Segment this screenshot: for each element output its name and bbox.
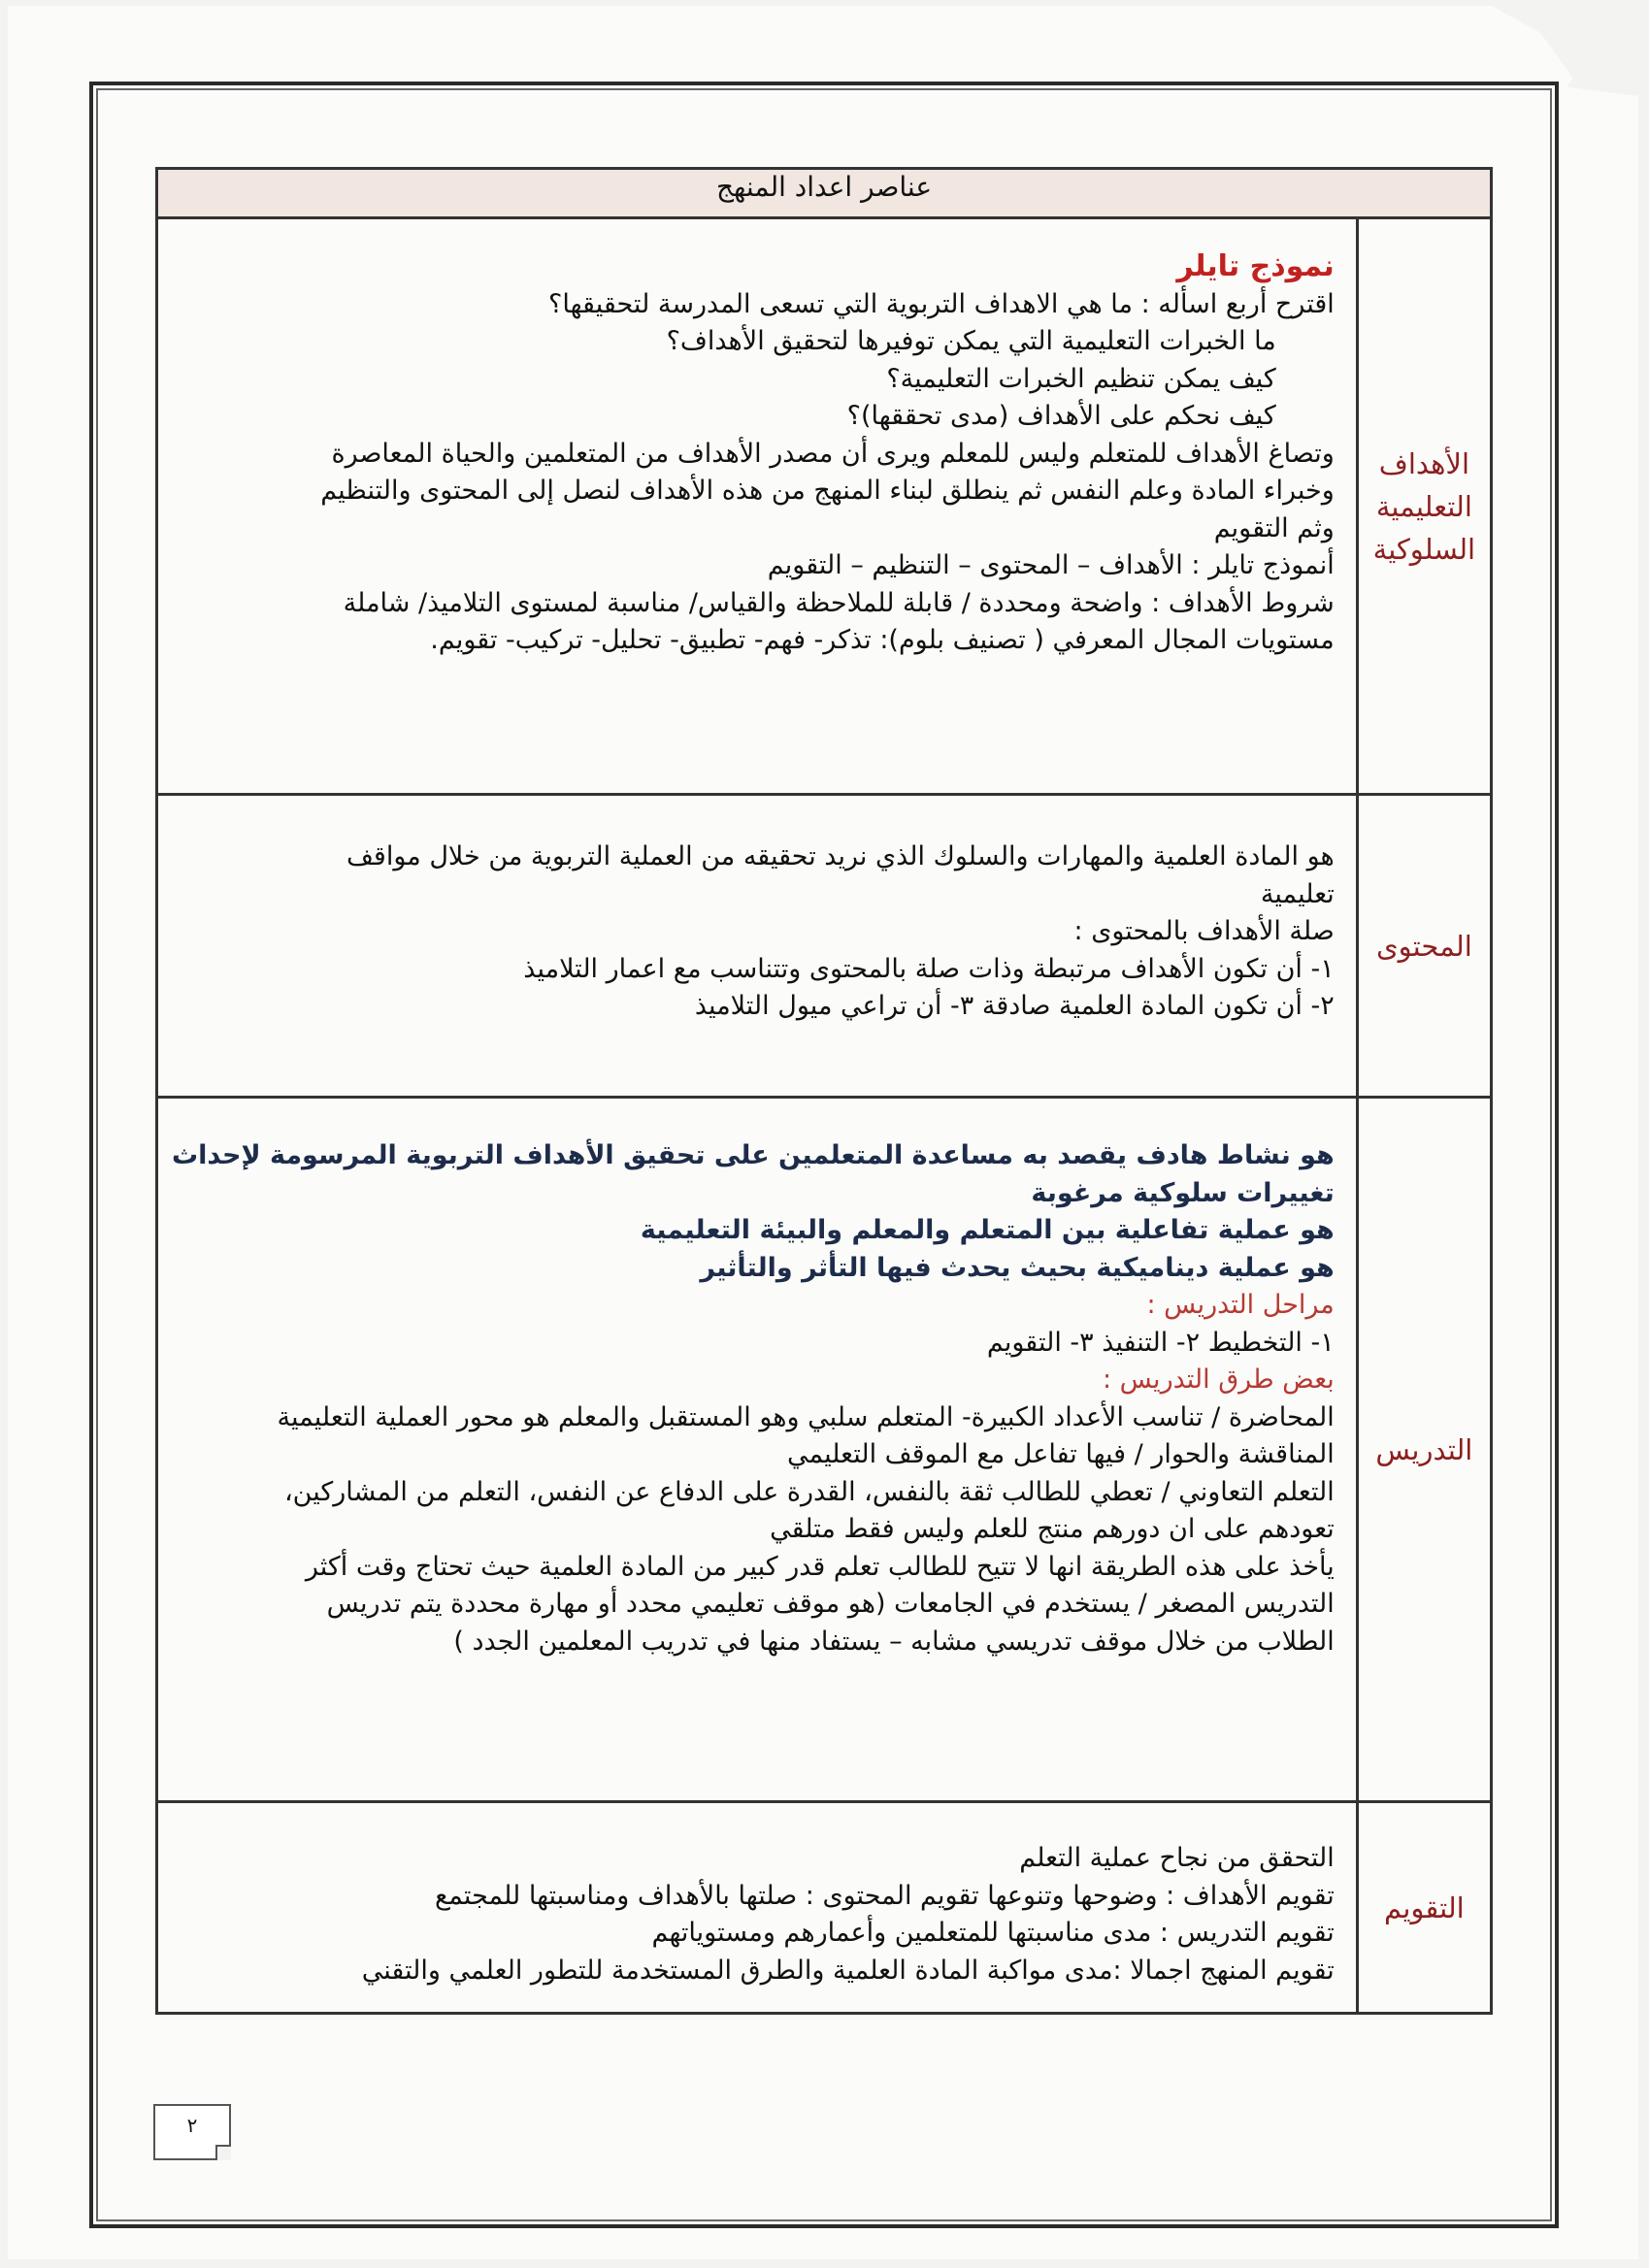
content-line: تقويم التدريس : مدى مناسبتها للمتعلمين وأعمارهم ومستوياتهم bbox=[651, 1918, 1335, 1948]
content-line: أنموذج تايلر : الأهداف – المحتوى – التنظيم – التقويم bbox=[767, 550, 1335, 580]
content-line: شروط الأهداف : واضحة ومحددة / قابلة للملاحظة والقياس/ مناسبة لمستوى التلاميذ/ شاملة bbox=[343, 587, 1335, 618]
content-line: وتصاغ الأهداف للمتعلم وليس للمعلم ويرى أن مصدر الأهداف من المتعلمين والحياة المعاصرة bbox=[331, 438, 1335, 469]
tyler-model-heading: نموذج تايلر bbox=[1176, 249, 1335, 283]
content-line: هو نشاط هادف يقصد به مساعدة المتعلمين على تحقيق الأهداف التربوية المرسومة لإحداث bbox=[172, 1140, 1335, 1170]
content-line: هو عملية ديناميكية بحيث يحدث فيها التأثر والتأثير bbox=[700, 1252, 1335, 1283]
content-line: كيف نحكم على الأهداف (مدى تحققها)؟ bbox=[846, 401, 1276, 431]
section-label-text: التدريس bbox=[1375, 1432, 1473, 1466]
table-header-row bbox=[157, 169, 1492, 218]
content-line: التحقق من نجاح عملية التعلم bbox=[1019, 1843, 1335, 1873]
content-line: هو المادة العلمية والمهارات والسلوك الذي نريد تحقيقه من العملية التربوية من خلال مواقف bbox=[346, 841, 1335, 871]
content-line: التدريس المصغر / يستخدم في الجامعات (هو موقف تعليمي محدد أو مهارة محددة يتم تدريس bbox=[326, 1589, 1335, 1619]
section-label-teaching bbox=[1357, 1098, 1491, 1802]
section-row-content bbox=[157, 795, 1492, 1098]
folded-corner bbox=[215, 2145, 231, 2160]
section-label-content bbox=[1357, 795, 1491, 1098]
content-line: تعودهم على ان دورهم منتج للعلم وليس فقط متلقي bbox=[770, 1514, 1335, 1544]
content-line: هو عملية تفاعلية بين المتعلم والمعلم والبيئة التعليمية bbox=[640, 1215, 1335, 1245]
content-line: اقترح أربع اسأله : ما هي الاهداف التربوية التي تسعى المدرسة لتحقيقها؟ bbox=[548, 288, 1335, 319]
content-line: تقويم الأهداف : وضوحها وتنوعها تقويم المحتوى : صلتها بالأهداف ومناسبتها للمجتمع bbox=[434, 1880, 1335, 1911]
content-line: ٢- أن تكون المادة العلمية صادقة ٣- أن تراعي ميول التلاميذ bbox=[694, 991, 1335, 1021]
section-content-objectives bbox=[157, 218, 1358, 795]
page-number: ٢ bbox=[186, 2114, 198, 2137]
content-line: التعلم التعاوني / تعطي للطالب ثقة بالنفس، القدرة على الدفاع عن النفس، التعلم من المشاركين، bbox=[283, 1476, 1335, 1507]
teaching-stages-heading: مراحل التدريس : bbox=[1146, 1290, 1335, 1320]
content-line: مستويات المجال المعرفي ( تصنيف بلوم): تذكر- فهم- تطبيق- تحليل- تركيب- تقويم. bbox=[430, 625, 1335, 655]
content-line: ١- أن تكون الأهداف مرتبطة وذات صلة بالمحتوى وتتناسب مع اعمار التلاميذ bbox=[523, 953, 1335, 984]
content-line: تغييرات سلوكية مرغوبة bbox=[1031, 1177, 1335, 1208]
section-row-objectives bbox=[157, 218, 1492, 795]
content-line: المحاضرة / تناسب الأعداد الكبيرة- المتعلم سلبي وهو المستقبل والمعلم هو محور العملية التعليمية bbox=[277, 1401, 1335, 1432]
content-line: ما الخبرات التعليمية التي يمكن توفيرها لتحقيق الأهداف؟ bbox=[666, 326, 1276, 356]
section-content-teaching bbox=[157, 1098, 1358, 1802]
section-content-content bbox=[157, 795, 1358, 1098]
teaching-methods-heading: بعض طرق التدريس : bbox=[1102, 1364, 1335, 1395]
content-line: وخبراء المادة وعلم النفس ثم ينطلق لبناء المنهج من هذه الأهداف لنصل إلى المحتوى والتنظيم bbox=[320, 476, 1335, 506]
section-row-teaching bbox=[157, 1098, 1492, 1802]
section-label-evaluation bbox=[1357, 1802, 1491, 2014]
section-label-objectives bbox=[1357, 218, 1491, 795]
content-line: تقويم المنهج اجمالا :مدى مواكبة المادة العلمية والطرق المستخدمة للتطور العلمي والتقني bbox=[361, 1955, 1335, 1986]
content-line: صلة الأهداف بالمحتوى : bbox=[1073, 916, 1335, 946]
content-line: وثم التقويم bbox=[1213, 512, 1335, 543]
section-content-evaluation bbox=[157, 1802, 1358, 2014]
section-row-evaluation bbox=[157, 1802, 1492, 2014]
content-line: يأخذ على هذه الطريقة انها لا تتيح للطالب تعلم قدر كبير من المادة العلمية حيث تحتاج وقت أكثر bbox=[305, 1551, 1335, 1582]
section-label-text: المحتوى bbox=[1375, 929, 1472, 963]
table-title: عناصر اعداد المنهج bbox=[157, 169, 1492, 218]
content-line: تعليمية bbox=[1260, 878, 1335, 909]
curriculum-elements-table bbox=[155, 167, 1493, 2015]
content-line: ١- التخطيط ٢- التنفيذ ٣- التقويم bbox=[986, 1327, 1335, 1358]
page-number-box bbox=[153, 2104, 231, 2160]
content-line: كيف يمكن تنظيم الخبرات التعليمية؟ bbox=[886, 363, 1276, 394]
section-label-text: الأهداف التعليمية السلوكية bbox=[1372, 446, 1476, 566]
content-line: الطلاب من خلال موقف تدريسي مشابه – يستفاد منها في تدريب المعلمين الجدد ) bbox=[453, 1626, 1335, 1657]
section-label-text: التقويم bbox=[1384, 1890, 1465, 1924]
content-line: المناقشة والحوار / فيها تفاعل مع الموقف التعليمي bbox=[786, 1439, 1335, 1469]
